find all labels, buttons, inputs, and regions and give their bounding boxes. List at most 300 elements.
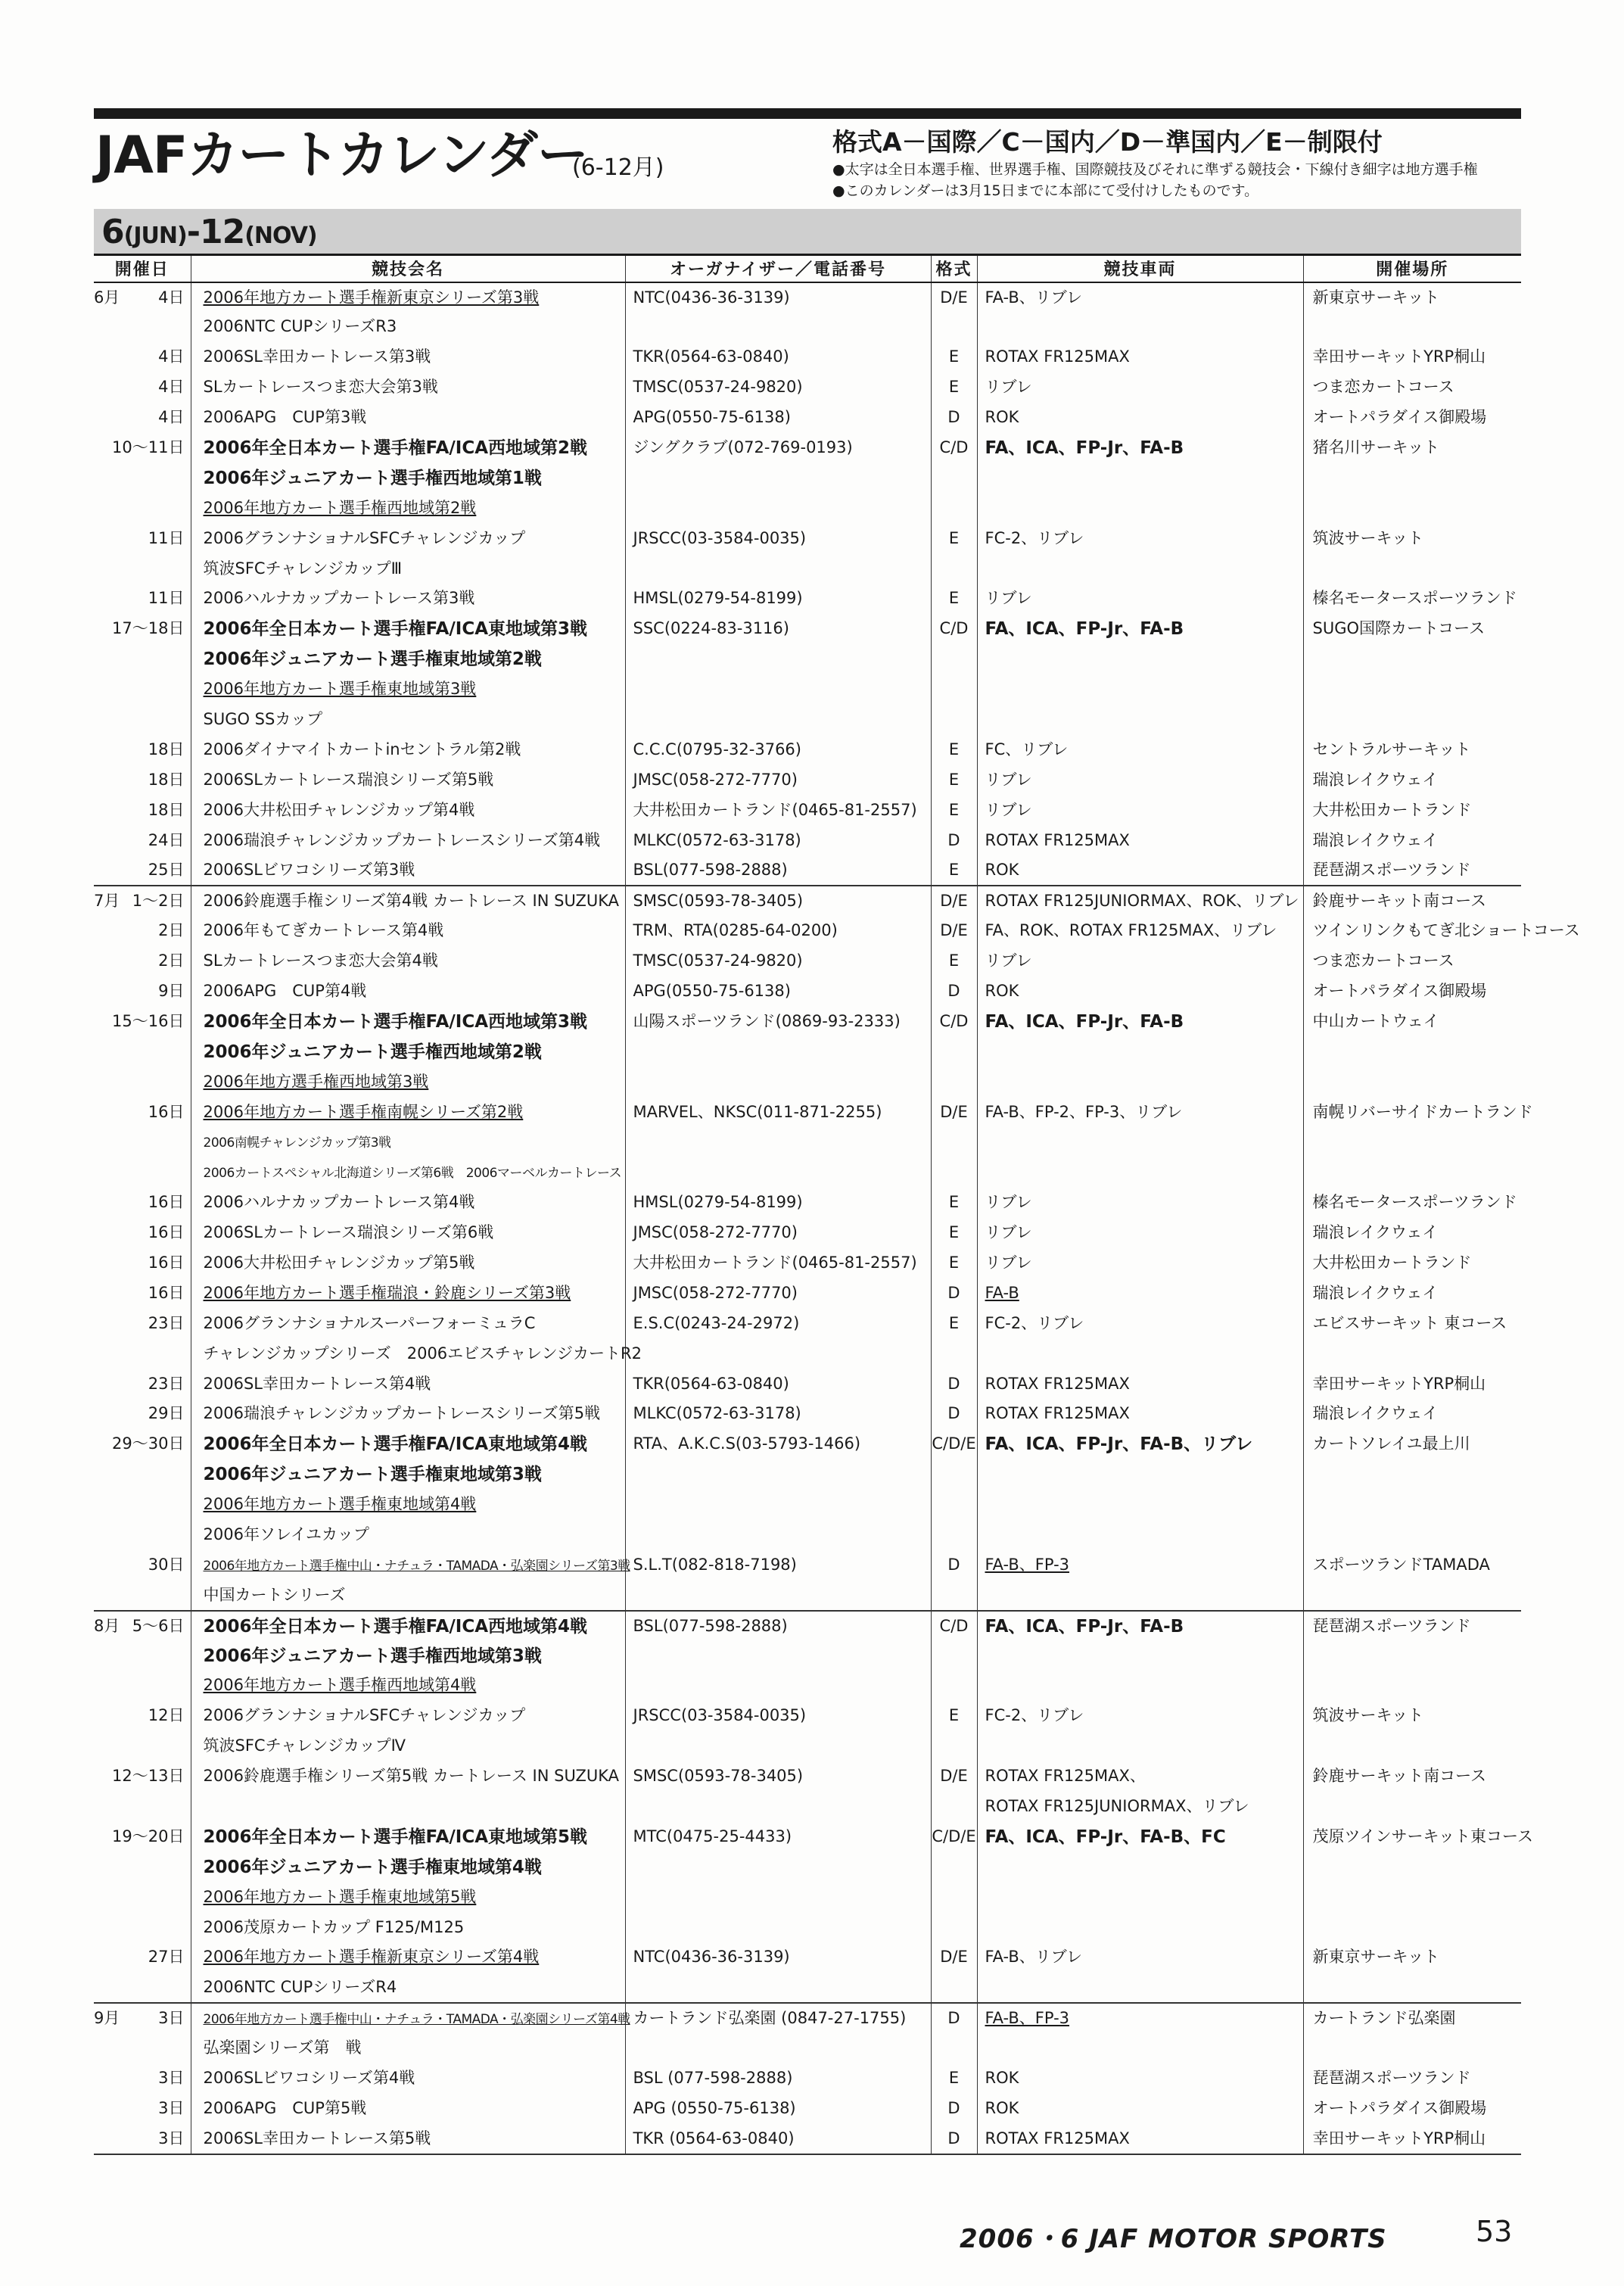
cell-vehicle bbox=[977, 584, 1303, 614]
cell-date bbox=[94, 976, 191, 1007]
day-label: 25日 bbox=[148, 861, 185, 880]
cell-date bbox=[94, 1671, 191, 1701]
period-from-num: 6 bbox=[101, 213, 124, 251]
cell-event-name-text: 弘楽園シリーズ第 戦 bbox=[203, 2038, 362, 2057]
table-row bbox=[94, 674, 1521, 705]
day-label: 23日 bbox=[148, 1374, 185, 1393]
cell-format bbox=[931, 584, 977, 614]
day-label: 3日 bbox=[158, 2129, 185, 2147]
cell-organizer bbox=[625, 1157, 931, 1188]
cell-event-name-text: 2006SLカートレース瑞浪シリーズ第5戦 bbox=[203, 770, 494, 789]
cell-organizer-text: HMSL(0279-54-8199) bbox=[633, 1193, 803, 1212]
cell-organizer-text: BSL (077-598-2888) bbox=[633, 2069, 793, 2088]
cell-venue bbox=[1303, 463, 1521, 494]
table-row bbox=[94, 976, 1521, 1007]
cell-event-name-text: 2006年地方カート選手権南幌シリーズ第2戦 bbox=[203, 1102, 524, 1121]
month-label: 8月 bbox=[94, 1616, 120, 1635]
cell-event-name-text: 2006ハルナカップカートレース第3戦 bbox=[203, 589, 475, 608]
cell-format bbox=[931, 1007, 977, 1037]
cell-format-text: E bbox=[948, 347, 960, 366]
cell-vehicle-text: リブレ bbox=[985, 951, 1032, 970]
cell-event-name bbox=[191, 1218, 625, 1248]
cell-event-name-text: 2006年ジュニアカート選手権東地域第4戦 bbox=[203, 1857, 542, 1877]
table-row bbox=[94, 735, 1521, 765]
table-row bbox=[94, 1913, 1521, 1943]
cell-venue-text: 榛名モータースポーツランド bbox=[1312, 1193, 1517, 1212]
cell-format bbox=[931, 1913, 977, 1943]
cell-format-text: D bbox=[947, 1404, 960, 1423]
cell-date bbox=[94, 1913, 191, 1943]
cell-organizer bbox=[625, 524, 931, 554]
cell-vehicle-text: ROTAX FR125MAX bbox=[985, 2129, 1130, 2147]
cell-event-name-text: 2006年地方選手権西地域第3戦 bbox=[203, 1072, 429, 1091]
cell-organizer-text: MLKC(0572-63-3178) bbox=[633, 830, 801, 849]
cell-organizer bbox=[625, 1883, 931, 1913]
cell-venue bbox=[1303, 796, 1521, 826]
cell-format bbox=[931, 1942, 977, 1973]
cell-organizer-text: JRSCC(03-3584-0035) bbox=[633, 1706, 807, 1725]
day-label: 19～20日 bbox=[112, 1827, 185, 1845]
cell-organizer-text: SSC(0224-83-3116) bbox=[633, 619, 789, 638]
cell-format bbox=[931, 735, 977, 765]
table-row bbox=[94, 796, 1521, 826]
cell-vehicle bbox=[977, 946, 1303, 976]
cell-event-name-text: チャレンジカップシリーズ 2006エビスチャレンジカートR2 bbox=[203, 1344, 642, 1363]
cell-vehicle bbox=[977, 403, 1303, 433]
cell-organizer bbox=[625, 463, 931, 494]
cell-vehicle bbox=[977, 1067, 1303, 1098]
cell-venue bbox=[1303, 1309, 1521, 1339]
cell-format-text: D/E bbox=[940, 1948, 968, 1967]
cell-organizer-text: NTC(0436-36-3139) bbox=[633, 1948, 790, 1967]
cell-vehicle bbox=[977, 1127, 1303, 1157]
day-label: 11日 bbox=[148, 589, 185, 608]
cell-format bbox=[931, 1098, 977, 1128]
cell-venue bbox=[1303, 2033, 1521, 2063]
cell-venue bbox=[1303, 1520, 1521, 1550]
cell-organizer-text: MTC(0475-25-4433) bbox=[633, 1827, 792, 1845]
cell-venue bbox=[1303, 1218, 1521, 1248]
cell-organizer bbox=[625, 312, 931, 342]
cell-vehicle bbox=[977, 1098, 1303, 1128]
cell-venue-text: 中山カートウェイ bbox=[1312, 1011, 1439, 1030]
cell-format bbox=[931, 1581, 977, 1611]
period-to-num: 12 bbox=[199, 213, 245, 251]
cell-event-name bbox=[191, 886, 625, 916]
cell-event-name bbox=[191, 1731, 625, 1761]
cell-event-name bbox=[191, 735, 625, 765]
cell-event-name-text: 2006SLビワコシリーズ第3戦 bbox=[203, 861, 415, 880]
day-label: 12～13日 bbox=[112, 1767, 185, 1786]
cell-event-name-text: 2006グランナショナルSFCチャレンジカップ bbox=[203, 1706, 526, 1725]
table-row bbox=[94, 584, 1521, 614]
cell-organizer-text: TMSC(0537-24-9820) bbox=[633, 951, 803, 970]
cell-format bbox=[931, 2033, 977, 2063]
cell-vehicle-text: ROTAX FR125JUNIORMAX、リブレ bbox=[985, 1797, 1249, 1816]
table-row bbox=[94, 1520, 1521, 1550]
cell-vehicle-text: ROTAX FR125MAX bbox=[985, 830, 1130, 849]
cell-vehicle bbox=[977, 1369, 1303, 1400]
cell-venue-text: 大井松田カートランド bbox=[1312, 800, 1472, 819]
cell-date bbox=[94, 1037, 191, 1067]
cell-organizer bbox=[625, 674, 931, 705]
table-row bbox=[94, 1792, 1521, 1822]
cell-organizer bbox=[625, 282, 931, 313]
cell-venue-text: 筑波サーキット bbox=[1312, 528, 1424, 547]
day-label: 18日 bbox=[148, 770, 185, 789]
cell-vehicle-text: FA、ICA、FP-Jr、FA-B bbox=[985, 1616, 1184, 1637]
cell-date bbox=[94, 282, 191, 313]
cell-organizer bbox=[625, 2094, 931, 2124]
cell-vehicle bbox=[977, 1611, 1303, 1641]
cell-vehicle bbox=[977, 1007, 1303, 1037]
table-row bbox=[94, 1067, 1521, 1098]
table-row bbox=[94, 494, 1521, 524]
cell-event-name bbox=[191, 855, 625, 886]
cell-organizer bbox=[625, 1761, 931, 1792]
cell-venue bbox=[1303, 1761, 1521, 1792]
cell-organizer bbox=[625, 1701, 931, 1731]
cell-date bbox=[94, 1127, 191, 1157]
cell-vehicle bbox=[977, 1731, 1303, 1761]
cell-date bbox=[94, 1429, 191, 1459]
cell-date bbox=[94, 1490, 191, 1520]
cell-venue-text: 南幌リバーサイドカートランド bbox=[1312, 1102, 1533, 1121]
cell-event-name-text: 2006年ジュニアカート選手権東地域第3戦 bbox=[203, 1465, 542, 1485]
table-row bbox=[94, 1459, 1521, 1490]
cell-vehicle-text: FC-2、リブレ bbox=[985, 528, 1084, 547]
cell-format-text: D bbox=[947, 2129, 960, 2147]
cell-date bbox=[94, 796, 191, 826]
table-row bbox=[94, 1369, 1521, 1400]
cell-organizer bbox=[625, 1852, 931, 1883]
cell-event-name-text: 2006年地方カート選手権新東京シリーズ第4戦 bbox=[203, 1948, 540, 1967]
cell-venue bbox=[1303, 372, 1521, 403]
cell-format bbox=[931, 1429, 977, 1459]
page-number: 53 bbox=[1476, 2215, 1513, 2248]
cell-venue-text: 瑞浪レイクウェイ bbox=[1312, 770, 1439, 789]
cell-event-name-text: 2006年ジュニアカート選手権西地域第3戦 bbox=[203, 1646, 542, 1666]
cell-organizer-text: NTC(0436-36-3139) bbox=[633, 288, 790, 307]
cell-event-name bbox=[191, 1369, 625, 1400]
cell-format-text: C/D bbox=[939, 1011, 969, 1030]
cell-venue bbox=[1303, 1671, 1521, 1701]
cell-event-name-text: 2006年もてぎカートレース第4戦 bbox=[203, 921, 444, 940]
cell-vehicle bbox=[977, 2063, 1303, 2094]
cell-format-text: E bbox=[948, 528, 960, 547]
day-label: 27日 bbox=[148, 1948, 185, 1967]
cell-event-name bbox=[191, 1883, 625, 1913]
cell-event-name-text: 2006年地方カート選手権東地域第4戦 bbox=[203, 1495, 477, 1514]
cell-vehicle bbox=[977, 1218, 1303, 1248]
table-row bbox=[94, 1581, 1521, 1611]
table-row bbox=[94, 1883, 1521, 1913]
cell-organizer bbox=[625, 584, 931, 614]
cell-format bbox=[931, 2063, 977, 2094]
day-label: 16日 bbox=[148, 1102, 185, 1121]
cell-vehicle bbox=[977, 282, 1303, 313]
col-header-format: 格式 bbox=[931, 255, 977, 282]
day-label: 3日 bbox=[158, 2069, 185, 2088]
cell-organizer bbox=[625, 1792, 931, 1822]
cell-vehicle bbox=[977, 2003, 1303, 2033]
col-header-organizer: オーガナイザー／電話番号 bbox=[625, 255, 931, 282]
cell-organizer bbox=[625, 1973, 931, 2003]
cell-vehicle-text: FA、ICA、FP-Jr、FA-B bbox=[985, 619, 1184, 640]
cell-format-text: E bbox=[948, 1193, 960, 1212]
cell-date bbox=[94, 1399, 191, 1429]
cell-organizer-text: カートランド弘楽園 (0847-27-1755) bbox=[633, 2009, 907, 2028]
table-row bbox=[94, 1973, 1521, 2003]
cell-venue bbox=[1303, 735, 1521, 765]
cell-vehicle bbox=[977, 1761, 1303, 1792]
cell-organizer bbox=[625, 2124, 931, 2154]
day-label: 18日 bbox=[148, 800, 185, 819]
cell-date bbox=[94, 1248, 191, 1278]
cell-venue bbox=[1303, 2094, 1521, 2124]
cell-venue bbox=[1303, 674, 1521, 705]
cell-organizer bbox=[625, 494, 931, 524]
cell-organizer-text: S.L.T(082-818-7198) bbox=[633, 1555, 797, 1574]
cell-event-name bbox=[191, 494, 625, 524]
table-row bbox=[94, 1248, 1521, 1278]
legend-note-bold: ●太字は全日本選手権、世界選手権、国際競技及びそれに準ずる競技会・下線付き細字は地方選手権 bbox=[832, 161, 1478, 178]
cell-vehicle-text: リブレ bbox=[985, 589, 1032, 608]
cell-format bbox=[931, 1339, 977, 1369]
cell-vehicle-text: FA-B bbox=[985, 1283, 1019, 1302]
cell-event-name-text: 2006瑞浪チャレンジカップカートレースシリーズ第4戦 bbox=[203, 830, 601, 849]
day-label: 4日 bbox=[158, 408, 185, 427]
cell-organizer bbox=[625, 1278, 931, 1309]
cell-format bbox=[931, 1248, 977, 1278]
cell-event-name-text: 2006年全日本カート選手権FA/ICA東地域第5戦 bbox=[203, 1827, 588, 1847]
cell-event-name bbox=[191, 674, 625, 705]
cell-vehicle bbox=[977, 1942, 1303, 1973]
cell-venue bbox=[1303, 1641, 1521, 1671]
day-label: 11日 bbox=[148, 528, 185, 547]
cell-date bbox=[94, 1278, 191, 1309]
table-row bbox=[94, 1309, 1521, 1339]
cell-date bbox=[94, 1792, 191, 1822]
cell-event-name-text: 2006大井松田チャレンジカップ第4戦 bbox=[203, 800, 475, 819]
cell-date bbox=[94, 644, 191, 674]
cell-date bbox=[94, 705, 191, 735]
cell-venue bbox=[1303, 433, 1521, 463]
cell-event-name-text: 2006APG CUP第4戦 bbox=[203, 981, 367, 1000]
cell-format bbox=[931, 1883, 977, 1913]
cell-event-name-text: 2006茂原カートカップ F125/M125 bbox=[203, 1917, 465, 1936]
cell-venue bbox=[1303, 1248, 1521, 1278]
cell-vehicle-text: FA-B、FP-3 bbox=[985, 2009, 1070, 2028]
cell-vehicle-text: ROTAX FR125MAX bbox=[985, 347, 1130, 366]
cell-organizer bbox=[625, 1007, 931, 1037]
cell-venue bbox=[1303, 1278, 1521, 1309]
cell-organizer bbox=[625, 372, 931, 403]
cell-format bbox=[931, 554, 977, 584]
cell-format bbox=[931, 463, 977, 494]
cell-format-text: C/D bbox=[939, 619, 969, 638]
cell-vehicle bbox=[977, 1550, 1303, 1581]
col-header-vehicle: 競技車両 bbox=[977, 255, 1303, 282]
cell-event-name bbox=[191, 554, 625, 584]
cell-format bbox=[931, 1792, 977, 1822]
cell-format-text: D bbox=[947, 408, 960, 427]
cell-organizer bbox=[625, 976, 931, 1007]
cell-organizer bbox=[625, 1913, 931, 1943]
cell-format-text: E bbox=[948, 378, 960, 397]
cell-event-name bbox=[191, 1913, 625, 1943]
table-row bbox=[94, 1822, 1521, 1852]
cell-event-name bbox=[191, 1550, 630, 1581]
cell-venue bbox=[1303, 2124, 1521, 2154]
cell-venue bbox=[1303, 1883, 1521, 1913]
cell-organizer-text: 山陽スポーツランド(0869-93-2333) bbox=[633, 1011, 901, 1030]
cell-event-name-text: 2006グランナショナルSFCチャレンジカップ bbox=[203, 528, 526, 547]
cell-organizer bbox=[625, 796, 931, 826]
cell-event-name-text: 2006年地方カート選手権西地域第4戦 bbox=[203, 1676, 477, 1695]
cell-vehicle bbox=[977, 1399, 1303, 1429]
cell-format-text: C/D/E bbox=[932, 1434, 976, 1453]
cell-vehicle-text: ROTAX FR125JUNIORMAX、ROK、リブレ bbox=[985, 892, 1299, 911]
cell-organizer bbox=[625, 1188, 931, 1218]
table-row bbox=[94, 463, 1521, 494]
cell-organizer-text: BSL(077-598-2888) bbox=[633, 1616, 788, 1635]
cell-venue bbox=[1303, 1942, 1521, 1973]
cell-event-name bbox=[191, 1581, 625, 1611]
cell-organizer bbox=[625, 1067, 931, 1098]
cell-event-name-text: 2006瑞浪チャレンジカップカートレースシリーズ第5戦 bbox=[203, 1404, 601, 1423]
cell-event-name bbox=[191, 463, 625, 494]
cell-venue bbox=[1303, 1701, 1521, 1731]
cell-event-name bbox=[191, 1399, 625, 1429]
table-row bbox=[94, 1188, 1521, 1218]
cell-venue bbox=[1303, 644, 1521, 674]
cell-venue bbox=[1303, 946, 1521, 976]
cell-vehicle-text: FA、ICA、FP-Jr、FA-B bbox=[985, 1011, 1184, 1032]
cell-date bbox=[94, 1822, 191, 1852]
cell-vehicle-text: ROK bbox=[985, 2069, 1019, 2088]
cell-date bbox=[94, 674, 191, 705]
cell-venue bbox=[1303, 1550, 1521, 1581]
cell-venue bbox=[1303, 282, 1521, 313]
table-row bbox=[94, 1127, 1521, 1157]
cell-organizer-text: E.S.C(0243-24-2972) bbox=[633, 1313, 800, 1332]
cell-date bbox=[94, 1520, 191, 1550]
cell-format bbox=[931, 1157, 977, 1188]
table-header-row bbox=[94, 255, 1521, 282]
cell-venue-text: 鈴鹿サーキット南コース bbox=[1312, 1767, 1487, 1786]
day-label: 29～30日 bbox=[112, 1434, 185, 1453]
cell-format bbox=[931, 1973, 977, 2003]
table-row bbox=[94, 2124, 1521, 2154]
cell-format-text: D bbox=[947, 830, 960, 849]
cell-event-name-text: 2006APG CUP第3戦 bbox=[203, 408, 367, 427]
cell-vehicle bbox=[977, 1188, 1303, 1218]
cell-venue bbox=[1303, 1369, 1521, 1400]
cell-vehicle-text: ROTAX FR125MAX bbox=[985, 1404, 1130, 1423]
cell-vehicle bbox=[977, 1037, 1303, 1067]
cell-date bbox=[94, 1369, 191, 1400]
cell-event-name bbox=[191, 705, 625, 735]
cell-event-name bbox=[191, 765, 625, 796]
cell-organizer bbox=[625, 1399, 931, 1429]
table-row bbox=[94, 403, 1521, 433]
cell-organizer-text: JMSC(058-272-7770) bbox=[633, 770, 798, 789]
cell-organizer bbox=[625, 614, 931, 644]
cell-vehicle-text: FA-B、FP-3 bbox=[985, 1555, 1070, 1574]
cell-vehicle-text: FA、ICA、FP-Jr、FA-B bbox=[985, 438, 1184, 458]
cell-organizer bbox=[625, 2003, 931, 2033]
cell-venue bbox=[1303, 1429, 1521, 1459]
cell-format-text: E bbox=[948, 1706, 960, 1725]
cell-vehicle-text: ROTAX FR125MAX bbox=[985, 1374, 1130, 1393]
cell-vehicle-text: ROK bbox=[985, 981, 1019, 1000]
day-label: 12日 bbox=[148, 1706, 185, 1725]
table-row bbox=[94, 2063, 1521, 2094]
cell-vehicle bbox=[977, 1459, 1303, 1490]
cell-vehicle bbox=[977, 614, 1303, 644]
cell-vehicle bbox=[977, 1792, 1303, 1822]
top-rule bbox=[94, 108, 1521, 119]
cell-event-name bbox=[191, 312, 625, 342]
cell-vehicle-text: ROK bbox=[985, 408, 1019, 427]
table-row bbox=[94, 765, 1521, 796]
cell-vehicle bbox=[977, 674, 1303, 705]
day-label: 1～2日 bbox=[132, 892, 185, 911]
cell-organizer bbox=[625, 1098, 931, 1128]
cell-venue bbox=[1303, 855, 1521, 886]
day-label: 4日 bbox=[158, 378, 185, 397]
cell-date bbox=[94, 1188, 191, 1218]
table-row bbox=[94, 433, 1521, 463]
day-label: 3日 bbox=[158, 2098, 185, 2117]
cell-event-name bbox=[191, 2094, 625, 2124]
cell-vehicle bbox=[977, 2033, 1303, 2063]
cell-event-name-text: 2006鈴鹿選手権シリーズ第5戦 カートレース IN SUZUKA bbox=[203, 1767, 619, 1786]
cell-event-name bbox=[191, 1309, 625, 1339]
cell-venue bbox=[1303, 403, 1521, 433]
cell-organizer-text: APG(0550-75-6138) bbox=[633, 981, 791, 1000]
cell-event-name-text: 2006年地方カート選手権西地域第2戦 bbox=[203, 498, 477, 517]
cell-event-name bbox=[191, 1792, 625, 1822]
cell-format-text: D bbox=[947, 1374, 960, 1393]
cell-venue-text: 瑞浪レイクウェイ bbox=[1312, 1223, 1439, 1242]
table-row bbox=[94, 524, 1521, 554]
cell-organizer-text: ジングクラブ(072-769-0193) bbox=[633, 438, 853, 456]
cell-date bbox=[94, 2094, 191, 2124]
cell-event-name-text: 2006APG CUP第5戦 bbox=[203, 2098, 367, 2117]
cell-date bbox=[94, 372, 191, 403]
cell-date bbox=[94, 1067, 191, 1098]
cell-vehicle bbox=[977, 312, 1303, 342]
cell-event-name bbox=[191, 342, 625, 372]
cell-venue-text: 琵琶湖スポーツランド bbox=[1312, 861, 1471, 880]
cell-venue-text: 新東京サーキット bbox=[1312, 1948, 1440, 1967]
cell-vehicle bbox=[977, 796, 1303, 826]
cell-vehicle-text: ROK bbox=[985, 861, 1019, 880]
cell-format bbox=[931, 1550, 977, 1581]
cell-organizer bbox=[625, 1671, 931, 1701]
cell-venue bbox=[1303, 524, 1521, 554]
cell-event-name-text: 2006SLカートレース瑞浪シリーズ第6戦 bbox=[203, 1223, 494, 1242]
cell-vehicle bbox=[977, 1309, 1303, 1339]
cell-organizer bbox=[625, 946, 931, 976]
table-row bbox=[94, 1731, 1521, 1761]
cell-date bbox=[94, 1339, 191, 1369]
cell-vehicle bbox=[977, 1913, 1303, 1943]
cell-organizer-text: 大井松田カートランド(0465-81-2557) bbox=[633, 800, 917, 819]
cell-format bbox=[931, 1822, 977, 1852]
